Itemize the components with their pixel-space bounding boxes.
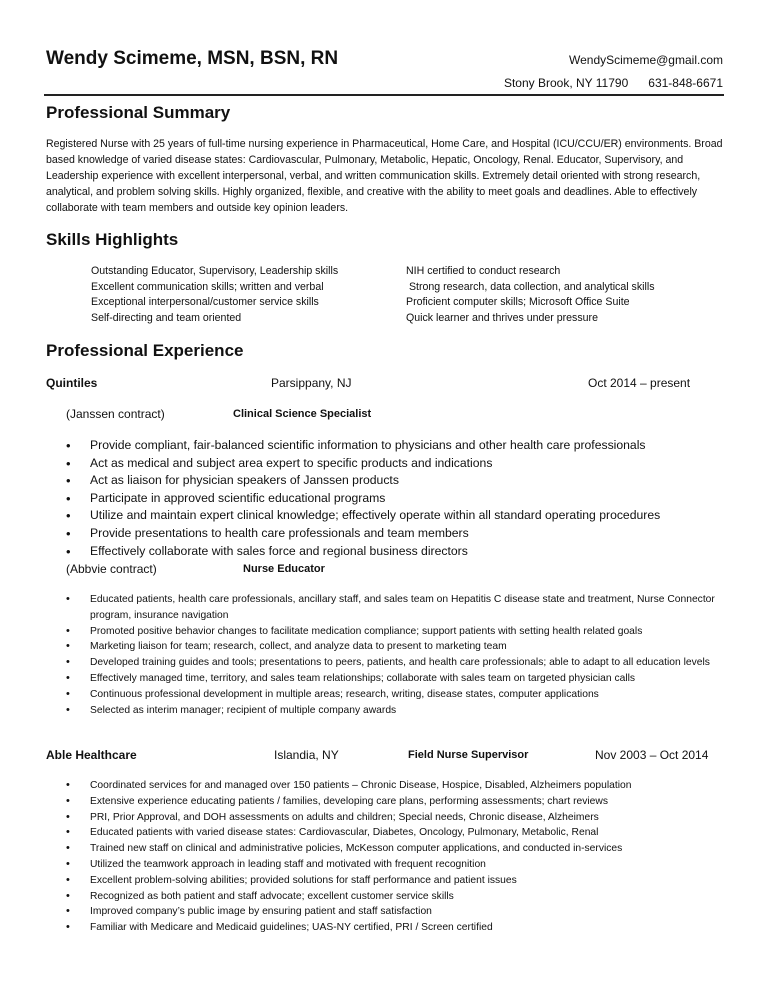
job-dates: Oct 2014 – present	[588, 376, 691, 390]
list-item: • Effectively managed time, territory, and sales team relationships; collaborate with sales team on targeted physician calls	[66, 671, 726, 687]
job-location: Parsippany, NJ	[271, 376, 352, 390]
skill-item: Outstanding Educator, Supervisory, Leadership skills	[91, 265, 339, 277]
list-item: • Extensive experience educating patients / families, developing care plans, performing assessments; chart reviews	[66, 794, 726, 810]
skill-item: Proficient computer skills; Microsoft Office Suite	[406, 296, 630, 308]
summary-text: Registered Nurse with 25 years of full-time nursing experience in Pharmaceutical, Home Care, and Hospital (ICU/CCU/ER) environments. Broad based knowledge of varied disease states: Cardiovascular, Pulmonary, Metabolic, Hepatic, Oncology, Renal. Educator, Supervisory, and Leadership experience with excellent interpersonal, verbal, and written communication skills. Extremely detail oriented with strong research, analytical, and problem solving skills. Highly organized, flexible, and creative with the ability to meet goals and deadlines. Able to effectively collaborate with team members and outside key opinion leaders.	[46, 138, 723, 214]
job-role: Field Nurse Supervisor	[408, 749, 529, 761]
list-item: • Educated patients, health care professionals, ancillary staff, and sales team on Hepatitis C disease state and treatment, Nurse Connector program, insurance navigation	[66, 592, 726, 624]
list-item: • Utilize and maintain expert clinical knowledge; effectively operate within all standard operating procedures	[66, 507, 660, 525]
list-item: • Developed training guides and tools; presentations to peers, patients, and health care professionals; able to adapt to all education levels	[66, 655, 726, 671]
list-item: • Recognized as both patient and staff advocate; excellent customer service skills	[66, 889, 726, 905]
skill-item: Exceptional interpersonal/customer service skills	[91, 296, 319, 308]
skill-item: Quick learner and thrives under pressure	[406, 311, 598, 324]
list-item: • Selected as interim manager; recipient of multiple company awards	[66, 703, 726, 719]
job-location: Islandia, NY	[274, 748, 339, 762]
skills-right-column	[406, 264, 655, 326]
list-item: • Act as medical and subject area expert to specific products and indications	[66, 455, 660, 473]
job-dates: Nov 2003 – Oct 2014	[595, 748, 709, 762]
list-item: • Marketing liaison for team; research, collect, and analyze data to present to marketing team	[66, 639, 726, 655]
quintiles-janssen-bullets	[66, 437, 660, 560]
contact-email: WendyScimeme@gmail.com	[568, 53, 723, 67]
job-contract: (Janssen contract)	[66, 407, 165, 421]
list-item: • Familiar with Medicare and Medicaid guidelines; UAS-NY certified, PRI / Screen certified	[66, 920, 726, 936]
candidate-name: Wendy Scimeme, MSN, BSN, RN	[46, 48, 339, 69]
job-role: Nurse Educator	[243, 563, 325, 575]
summary-heading: Professional Summary	[46, 103, 231, 122]
job-contract: (Abbvie contract)	[66, 562, 157, 576]
list-item: • Act as liaison for physician speakers of Janssen products	[66, 472, 660, 490]
list-item: • Improved company’s public image by ensuring patient and staff satisfaction	[66, 904, 726, 920]
list-item: • Excellent problem-solving abilities; provided solutions for staff performance and patient issues	[66, 873, 726, 889]
contact-line	[504, 76, 723, 90]
skills-left-column	[91, 264, 338, 326]
experience-heading: Professional Experience	[46, 341, 244, 360]
contact-phone: 631-848-6671	[648, 76, 723, 90]
list-item: • Provide compliant, fair-balanced scientific information to physicians and other health care professionals	[66, 437, 660, 455]
list-item: • Trained new staff on clinical and administrative policies, McKesson computer applications, and conducted in-services	[66, 841, 726, 857]
list-item: • Participate in approved scientific educational programs	[66, 490, 660, 508]
job-company: Quintiles	[46, 376, 98, 390]
contact-location: Stony Brook, NY 11790	[503, 76, 629, 90]
list-item: • Provide presentations to health care professionals and team members	[66, 525, 660, 543]
skill-item: Strong research, data collection, and analytical skills	[406, 280, 655, 293]
header-divider	[44, 94, 724, 96]
skills-heading: Skills Highlights	[46, 230, 179, 249]
list-item: • Promoted positive behavior changes to facilitate medication compliance; support patients with setting health related goals	[66, 624, 726, 640]
list-item: • Effectively collaborate with sales force and regional business directors	[66, 543, 660, 561]
job-company: Able Healthcare	[46, 748, 137, 762]
skill-item: Self-directing and team oriented	[91, 311, 242, 324]
job-role: Clinical Science Specialist	[233, 408, 372, 420]
list-item: • PRI, Prior Approval, and DOH assessments on adults and children; Special needs, Chronic disease, Alzheimers	[66, 810, 726, 826]
list-item: • Coordinated services for and managed over 150 patients – Chronic Disease, Hospice, Disabled, Alzheimers population	[66, 778, 726, 794]
quintiles-abbvie-bullets	[66, 592, 726, 718]
list-item: • Continuous professional development in multiple areas; research, writing, disease states, computer applications	[66, 687, 726, 703]
able-healthcare-bullets	[66, 778, 726, 936]
skill-item: NIH certified to conduct research	[406, 265, 561, 277]
list-item: • Educated patients with varied disease states: Cardiovascular, Diabetes, Oncology, Pulmonary, Metabolic, Renal	[66, 825, 726, 841]
list-item: • Utilized the teamwork approach in leading staff and motivated with frequent recognition	[66, 857, 726, 873]
skill-item: Excellent communication skills; written and verbal	[91, 280, 324, 293]
